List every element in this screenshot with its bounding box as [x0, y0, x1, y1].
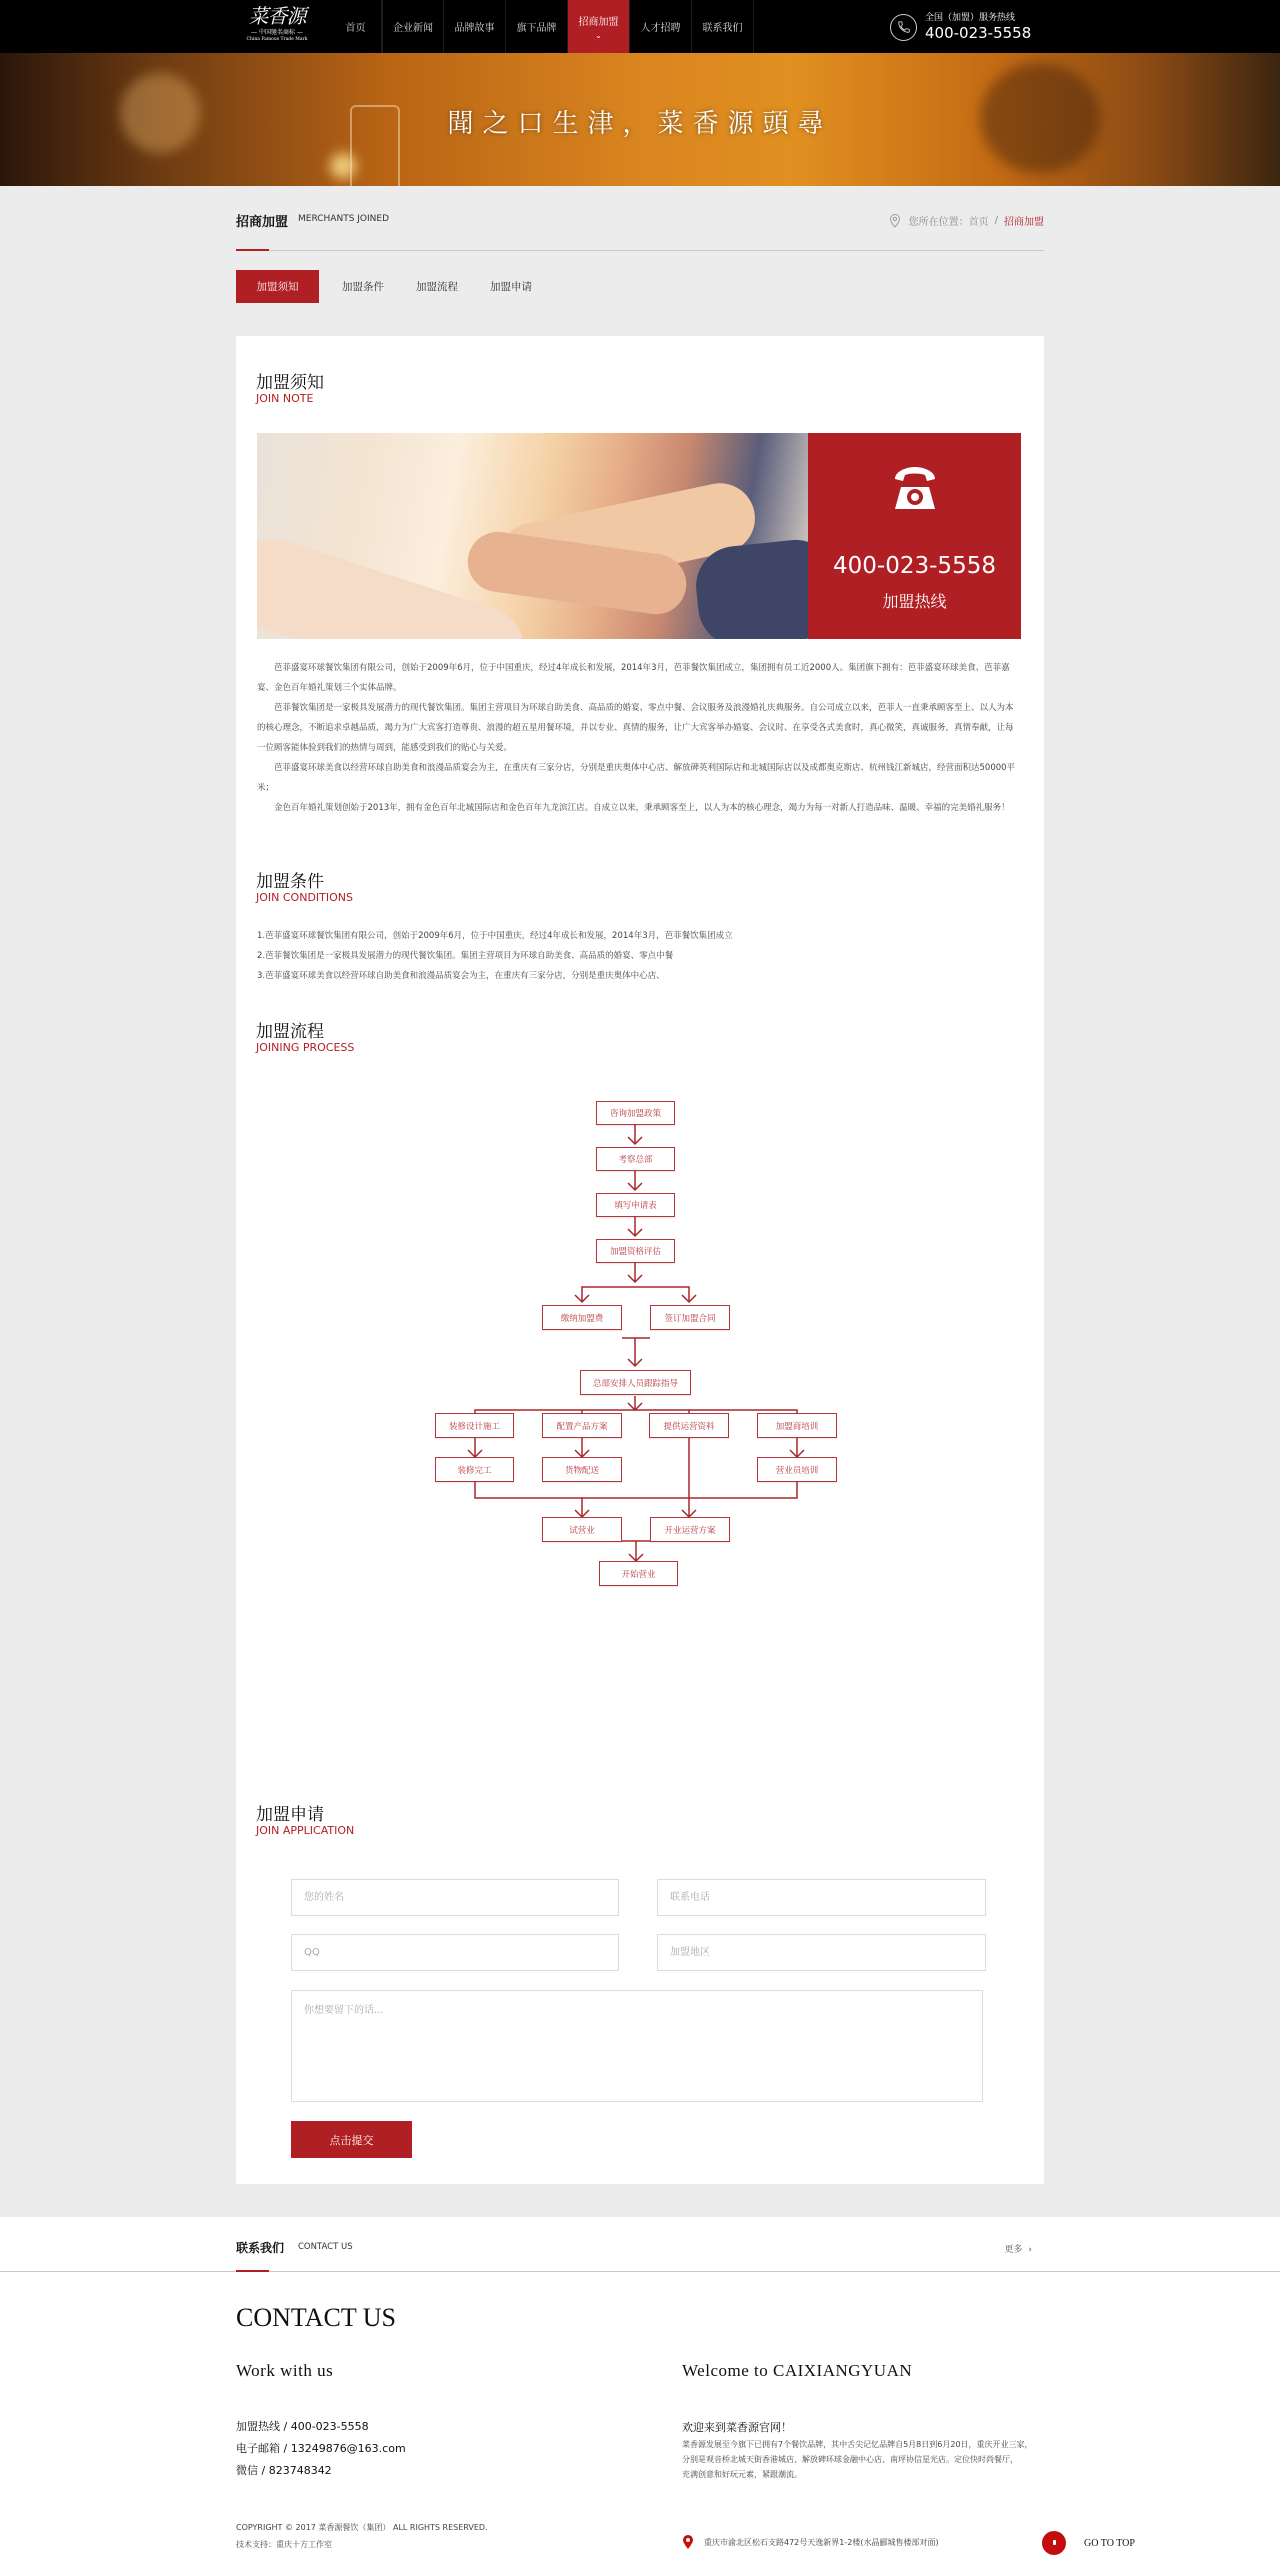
condition-item: 3.芭菲盛宴环球美食以经营环球自助美食和浪漫品质宴会为主，在重庆有三家分店，分别是重庆奥体中心店、 — [257, 971, 665, 981]
banner-slogan: 聞之口生津，菜香源頭尋 — [447, 109, 833, 139]
paragraph: 芭菲盛宴环球美食以经营环球自助美食和浪漫品质宴会为主，在重庆有三家分店，分别是重庆奥体中心店、解放碑英利国际店和北城国际店以及成都奥克斯店、杭州钱江新城店，经营面积达50000平米； — [257, 763, 1016, 793]
contact-wechat: 微信 / 823748342 — [236, 2464, 332, 2477]
condition-item: 2.芭菲餐饮集团是一家极具发展潜力的现代餐饮集团。集团主营项目为环球自助美食、高品质的婚宴、零点中餐 — [257, 951, 674, 961]
nav-label: 首页 — [345, 23, 366, 34]
nav-item-brand-story[interactable] — [444, 0, 506, 53]
join-note-title: 加盟须知 — [256, 373, 324, 393]
flow-step-delivery: 货物配送 — [542, 1457, 622, 1482]
nav-label: 招商加盟 — [578, 17, 619, 28]
flowchart-connectors — [236, 336, 1044, 1596]
flow-step-trial-run: 试营业 — [542, 1517, 622, 1542]
flow-step-hq-guidance: 总部安排人员跟踪指导 — [580, 1370, 691, 1395]
location-pin-icon — [682, 2535, 694, 2549]
nav-label: 人才招聘 — [640, 23, 681, 34]
join-application-title-en: JOIN APPLICATION — [256, 1824, 355, 1837]
flow-step-sign-contract: 签订加盟合同 — [650, 1305, 730, 1330]
footer-section-title: 联系我们 — [236, 2241, 285, 2255]
nav-label: 企业新闻 — [393, 23, 433, 34]
flow-step-franchisee-training: 加盟商培训 — [757, 1413, 837, 1438]
title-underline — [236, 249, 269, 251]
nav-item-franchise[interactable] — [568, 0, 630, 53]
nav-item-contact[interactable] — [692, 0, 754, 53]
flow-step-operation-materials: 提供运营资料 — [649, 1413, 729, 1438]
more-label: 更多 — [1004, 2245, 1023, 2255]
flow-step-evaluate: 加盟资格评估 — [596, 1239, 675, 1263]
main-nav — [330, 0, 754, 53]
flow-step-fill-form: 填写申请表 — [596, 1193, 675, 1217]
nav-item-home[interactable] — [330, 0, 382, 53]
content-card — [236, 336, 1044, 2184]
work-with-us-title: Work with us — [236, 2361, 334, 2380]
tab-join-application[interactable]: 加盟申请 — [490, 281, 532, 293]
section-tabs — [236, 270, 548, 303]
join-note-title-en: JOIN NOTE — [256, 392, 314, 405]
nav-item-brands[interactable] — [506, 0, 568, 53]
top-nav-bar — [0, 0, 1280, 53]
breadcrumb-prefix: 您所在位置： — [908, 217, 969, 228]
nav-label: 品牌故事 — [454, 23, 495, 34]
footer-section-title-en: CONTACT US — [298, 2242, 353, 2252]
welcome-heading: 欢迎来到菜香源官网！ — [682, 2421, 792, 2434]
divider — [0, 2271, 1280, 2272]
copyright: COPYRIGHT © 2017 菜香源餐饮（集团） ALL RIGHTS RESERVED. — [236, 2523, 488, 2532]
tab-join-note[interactable]: 加盟须知 — [236, 270, 319, 303]
flow-step-decoration-done: 装修完工 — [435, 1457, 514, 1482]
joining-process-title: 加盟流程 — [256, 1022, 324, 1042]
address — [682, 2535, 939, 2549]
tech-support: 技术支持：重庆十方工作室 — [236, 2540, 332, 2549]
welcome-line: 充满创意和好玩元素，紧跟潮流。 — [682, 2470, 802, 2479]
message-textarea[interactable] — [291, 1990, 983, 2102]
nav-item-careers[interactable] — [630, 0, 692, 53]
breadcrumb — [889, 213, 1044, 228]
welcome-text — [682, 2437, 1062, 2482]
breadcrumb-current[interactable]: 招商加盟 — [1004, 217, 1044, 228]
flow-step-staff-training: 营业员培训 — [757, 1457, 837, 1482]
flow-step-opening-plan: 开业运营方案 — [650, 1517, 730, 1542]
nav-item-news[interactable] — [382, 0, 444, 53]
phone-icon — [890, 14, 917, 41]
logo-english: China Famous Trade Mark — [246, 37, 308, 42]
condition-item: 1.芭菲盛宴环球餐饮集团有限公司，创始于2009年6月，位于中国重庆，经过4年成长和发展，2014年3月，芭菲餐饮集团成立 — [257, 931, 733, 941]
page-title-en: MERCHANTS JOINED — [298, 214, 390, 224]
hotline-label: 全国（加盟）服务热线 — [925, 13, 1016, 23]
flow-step-consult: 咨询加盟政策 — [596, 1101, 675, 1125]
hotline-label: 加盟热线 — [882, 592, 947, 611]
hero-banner — [0, 53, 1280, 186]
brand-logo[interactable] — [232, 4, 322, 50]
nav-label: 联系我们 — [702, 23, 743, 34]
welcome-line: 菜香源发展至今旗下已拥有7个餐饮品牌，其中舌尖记忆品牌自5月8日到6月20日，重庆开业三家， — [682, 2440, 1033, 2449]
name-input[interactable] — [291, 1879, 619, 1916]
flow-step-product-plan: 配置产品方案 — [542, 1413, 622, 1438]
phone-input[interactable] — [657, 1879, 986, 1916]
title-underline — [236, 2270, 269, 2272]
hotline-number: 400-023-5558 — [833, 553, 996, 579]
more-link[interactable] — [1004, 2242, 1032, 2255]
contact-big-title: CONTACT US — [236, 2303, 396, 2332]
nav-label: 旗下品牌 — [516, 23, 557, 34]
flow-step-visit-hq: 考察总部 — [596, 1147, 675, 1171]
submit-button[interactable]: 点击提交 — [291, 2121, 412, 2158]
page-header — [236, 203, 1044, 251]
joining-process-title-en: JOINING PROCESS — [256, 1041, 355, 1054]
header-hotline — [890, 12, 1031, 42]
flow-step-pay-fee: 缴纳加盟费 — [542, 1305, 622, 1330]
tab-join-conditions[interactable]: 加盟条件 — [342, 281, 384, 293]
go-to-top-button[interactable] — [1042, 2531, 1135, 2555]
welcome-line: 分别是观音桥北城天街香港城店、解放碑环球金融中心店、南坪协信星光店。定位快时尚餐厅， — [682, 2455, 1018, 2464]
paragraph: 芭菲盛宴环球餐饮集团有限公司，创始于2009年6月，位于中国重庆，经过4年成长和发展，2014年3月，芭菲餐饮集团成立，集团拥有员工近2000人。集团旗下拥有：芭菲盛宴环球美食、芭菲嘉宴、金色百年婚礼策划三个实体品牌。 — [257, 663, 1010, 693]
footer — [0, 2217, 1280, 2569]
join-conditions-title: 加盟条件 — [256, 872, 324, 892]
flow-step-decoration: 装修设计施工 — [435, 1413, 514, 1438]
paragraph: 金色百年婚礼策划创始于2013年，拥有金色百年北城国际店和金色百年九龙滨江店。自成立以来，秉承顾客至上，以人为本的核心理念，竭力为每一对新人打造品味、温暖、幸福的完美婚礼服务！ — [274, 803, 1010, 813]
join-conditions-title-en: JOIN CONDITIONS — [256, 891, 353, 904]
welcome-title: Welcome to CAIXIANGYUAN — [682, 2361, 913, 2380]
logo-subtitle: — 中国驰名商标 — — [251, 29, 303, 36]
address-text: 重庆市渝北区松石支路472号天逸新界1-2楼(水晶郦城售楼部对面) — [704, 2537, 939, 2547]
breadcrumb-home[interactable]: 首页 — [968, 217, 989, 228]
paragraph: 芭菲餐饮集团是一家极具发展潜力的现代餐饮集团。集团主营项目为环球自助美食、高品质的婚宴、零点中餐、会议服务及浪漫婚礼庆典服务。自公司成立以来，芭菲人一直秉承顾客至上、以人为本的核心理念，不断追求卓越品质，竭力为广大宾客打造尊贵、浪漫的超五星用餐环境，并以专业、真情的服务，让广大宾客举办婚宴、会议时、在享受各式美食时，真心微笑，真诚服务，真情奉献，让每一位顾客能体验到我们的热情与周到，能感受到我们的贴心与关爱。 — [257, 703, 1014, 753]
contact-hotline: 加盟热线 / 400-023-5558 — [236, 2420, 369, 2433]
flow-step-grand-opening: 开始营业 — [599, 1561, 678, 1586]
breadcrumb-separator: / — [994, 215, 998, 226]
hotline-number: 400-023-5558 — [925, 24, 1032, 42]
qq-input[interactable] — [291, 1934, 619, 1971]
go-to-top-label: GO TO TOP — [1084, 2537, 1135, 2549]
contact-email[interactable]: 电子邮箱 / 13249876@163.com — [236, 2442, 406, 2455]
location-pin-icon — [889, 214, 901, 228]
tab-join-process[interactable]: 加盟流程 — [416, 281, 458, 293]
arrow-up-icon — [1042, 2531, 1066, 2555]
chevron-right-icon: › — [1028, 2245, 1032, 2255]
logo-text: 菜香源 — [248, 4, 306, 28]
region-input[interactable] — [657, 1934, 986, 1971]
page-title: 招商加盟 — [236, 215, 289, 230]
chevron-down-icon: ⌄ — [595, 31, 602, 40]
join-application-title: 加盟申请 — [256, 1805, 324, 1825]
